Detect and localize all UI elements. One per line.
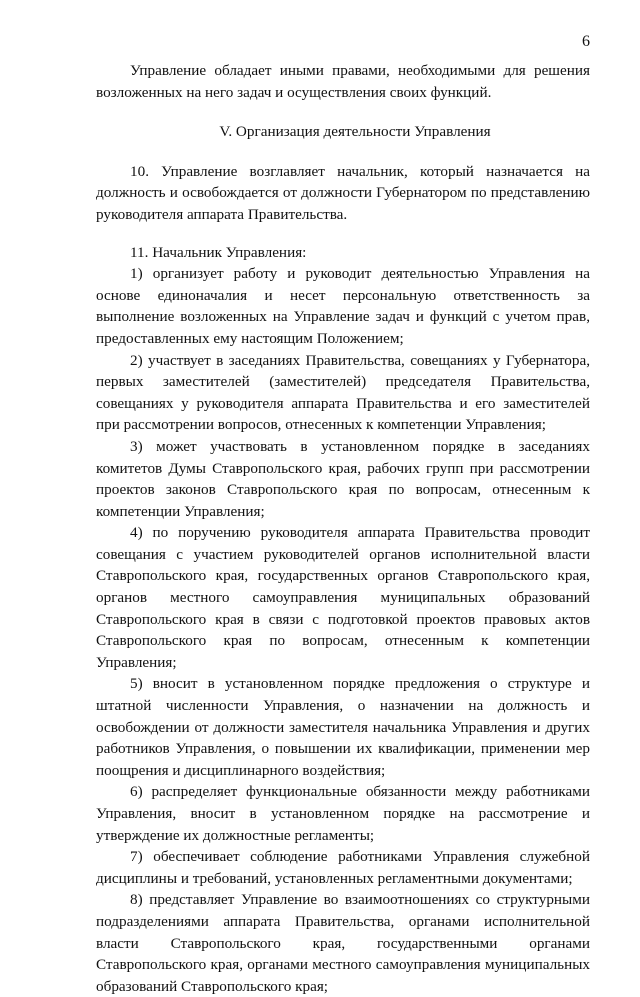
page-number: 6 <box>582 33 590 50</box>
list-item-4: 4) по поручению руководителя аппарата Правительства проводит совещания с участием руководителей органов исполнительной власти Ставропольского края, государственных органов Ставропольского края, органов местного самоуправления муниципальных образований Ставропольского края в связи с подготовкой проектов правовых актов Ставропольского края по вопросам, отнесенным к компетенции Управления; <box>96 524 590 671</box>
paragraph-10: 10. Управление возглавляет начальник, который назначается на должность и освобождается от должности Губернатором по представлению руководителя аппарата Правительства. <box>96 162 590 223</box>
spacer <box>96 103 590 121</box>
list-item-7: 7) обеспечивает соблюдение работниками Управления служебной дисциплины и требований, установленных регламентными документами; <box>96 848 590 887</box>
document-body <box>96 60 590 997</box>
list-item-3: 3) может участвовать в установленном порядке в заседаниях комитетов Думы Ставропольского края, рабочих групп при рассмотрении проектов законов Ставропольского края по вопросам, отнесенным к компетенции Управления; <box>96 437 590 520</box>
spacer <box>96 226 590 242</box>
list-item-8: 8) представляет Управление во взаимоотношениях со структурными подразделениями аппарата Правительства, органами исполнительной власти Ставропольского края, государственными органами Ставропольского края, органами местного самоуправления муниципальных образований Ставропольского края; <box>96 891 590 995</box>
intro-paragraph: Управление обладает иными правами, необходимыми для решения возложенных на него задач и осуществления своих функций. <box>96 62 590 101</box>
paragraph-11-title: 11. Начальник Управления: <box>130 243 307 261</box>
section-title: V. Организация деятельности Управления <box>219 123 491 141</box>
list-item-1: 1) организует работу и руководит деятельностью Управления на основе единоначалия и несет персональную ответственность за выполнение возложенных на Управление задач и функций с учетом прав, предоставленных ему настоящим Положением; <box>96 265 590 347</box>
list-item-5: 5) вносит в установленном порядке предложения о структуре и штатной численности Управления, о назначении на должность и освобождении от должности заместителя начальника Управления и других работников Управления, о повышении их квалификации, применении мер поощрения и дисциплинарного воздействия; <box>96 675 590 779</box>
spacer <box>96 143 590 161</box>
list-item-2: 2) участвует в заседаниях Правительства, совещаниях у Губернатора, первых заместителей (заместителей) председателя Правительства, совещаниях у руководителя аппарата Правительства и его заместителей при рассмотрении вопросов, отнесенных к компетенции Управления; <box>96 351 590 434</box>
list-item-6: 6) распределяет функциональные обязанности между работниками Управления, вносит в установленном порядке на рассмотрение и утверждение их должностные регламенты; <box>96 783 590 844</box>
